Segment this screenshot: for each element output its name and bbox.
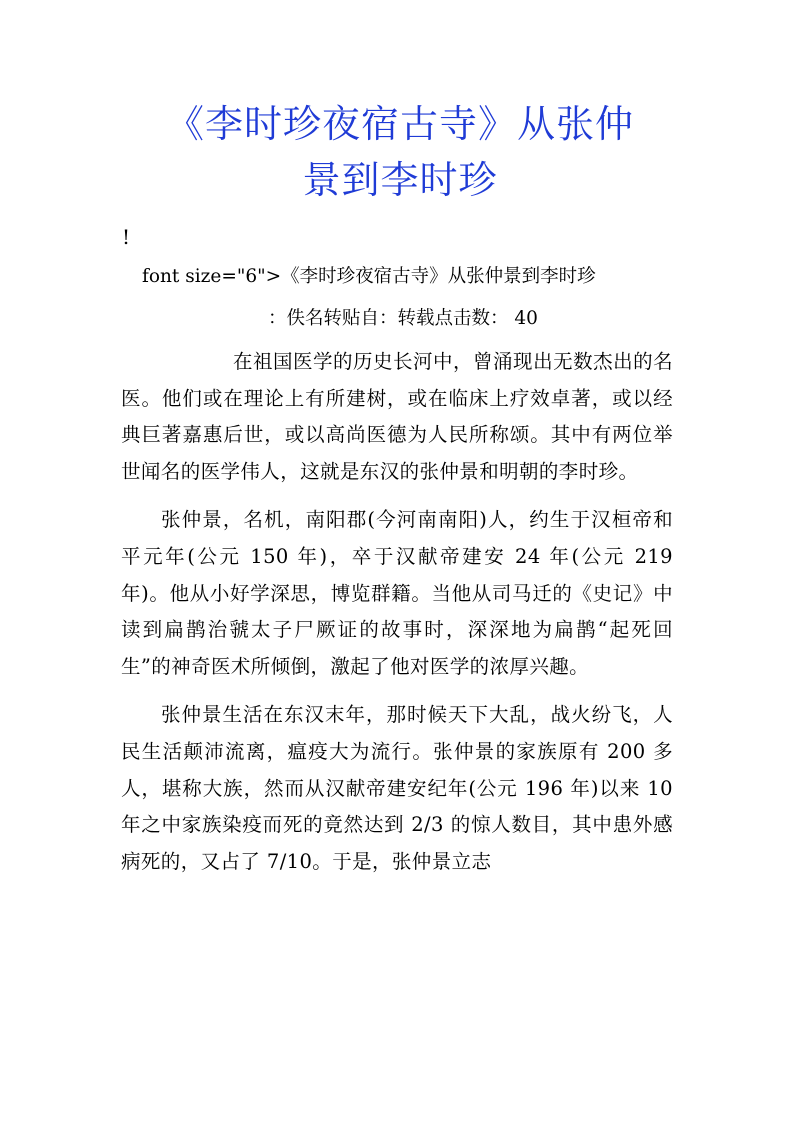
paragraph-3: 张仲景生活在东汉末年，那时候天下大乱，战火纷飞，人民生活颠沛流离，瘟疫大为流行。张仲景的家族原有 200 多人，堪称大族，然而从汉献帝建安纪年(公元 196 年)以来 10 年之中家族染疫而死的竟然达到 2/3 的惊人数目，其中患外感病死的，又占了 7/10。于是，张仲景立志 [121, 703, 673, 873]
stray-marker: ! [122, 225, 131, 249]
paragraph-2: 张仲景，名机，南阳郡(今河南南阳)人，约生于汉桓帝和平元年(公元 150 年)，卒于汉献帝建安 24 年(公元 219 年)。他从小好学深思，博览群籍。当他从司马迁的《史记》中读到扁鹊治虢太子尸厥证的故事时，深深地为扁鹊“起死回生”的神奇医术所倾倒，激起了他对医学的浓厚兴趣。 [121, 508, 673, 678]
subheading-line: font size="6">《李时珍夜宿古寺》从张仲景到李时珍 [142, 266, 596, 287]
source-meta-line: ：佚名转贴自：转载点击数： 40 [268, 308, 538, 329]
paragraph-1: 在祖国医学的历史长河中，曾涌现出无数杰出的名医。他们或在理论上有所建树，或在临床上疗效卓著，或以经典巨著嘉惠后世，或以高尚医德为人民所称颂。其中有两位举世闻名的医学伟人，这就是东汉的张仲景和明朝的李时珍。 [121, 350, 673, 483]
title-line-1: 《李时珍夜宿古寺》从张仲 [165, 102, 634, 146]
article-body [121, 344, 673, 880]
title-line-2: 景到李时珍 [302, 158, 498, 202]
document-title [120, 96, 680, 208]
